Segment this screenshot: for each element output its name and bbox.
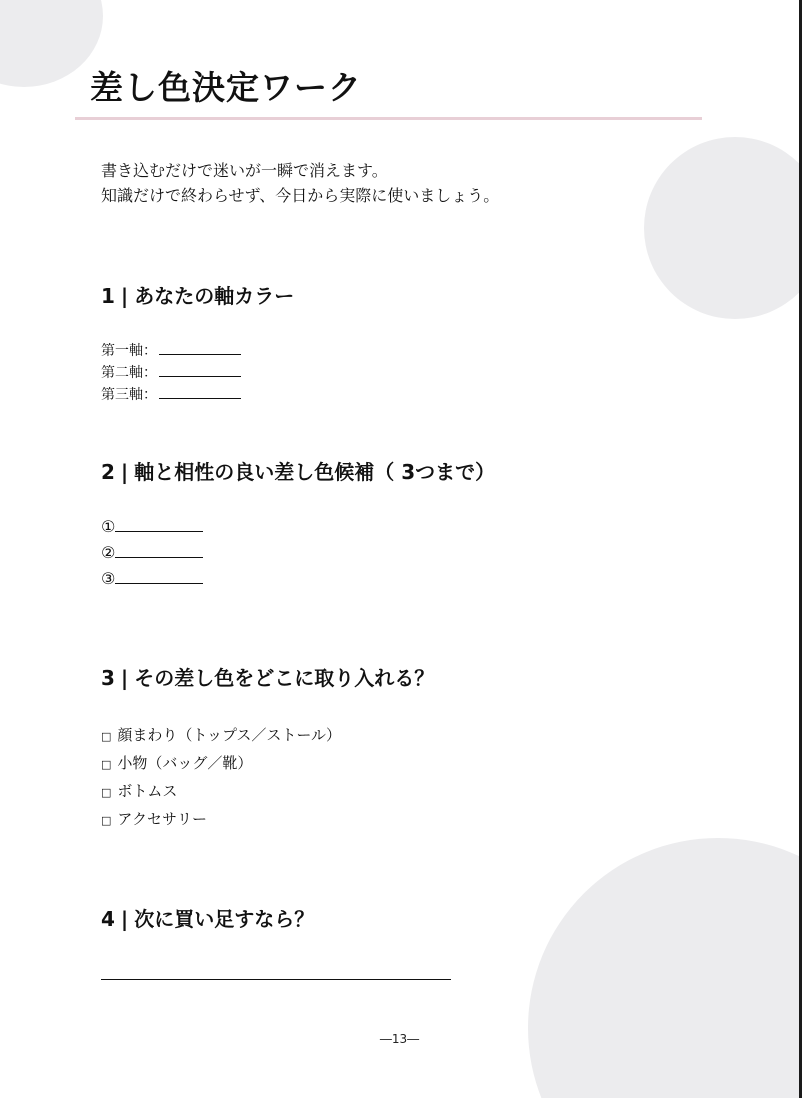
section-number: 2 bbox=[101, 460, 115, 484]
checklist-item[interactable] bbox=[101, 806, 341, 834]
intro-line-1: 書き込むだけで迷いが一瞬で消えます。 bbox=[101, 161, 388, 180]
placement-checklist bbox=[101, 722, 341, 834]
page-title: 差し色決定ワーク bbox=[90, 68, 362, 107]
decorative-circle-top-left bbox=[0, 0, 103, 87]
blank-line[interactable] bbox=[159, 384, 241, 399]
decorative-circle-right bbox=[644, 137, 802, 319]
candidate-field-3[interactable] bbox=[101, 566, 203, 592]
section-separator: | bbox=[120, 460, 129, 484]
next-purchase-answer-line[interactable] bbox=[101, 979, 451, 980]
checklist-label: 顔まわり（トップス／ストール） bbox=[117, 726, 342, 744]
blank-line[interactable] bbox=[115, 517, 203, 532]
page-number: ―13― bbox=[379, 1032, 420, 1046]
section-title: あなたの軸カラー bbox=[134, 284, 295, 308]
section-title: その差し色をどこに取り入れる？ bbox=[134, 666, 435, 690]
checklist-item[interactable] bbox=[101, 750, 341, 778]
field-label: 第三軸： bbox=[101, 387, 157, 403]
checklist-label: アクセサリー bbox=[117, 810, 207, 828]
checklist-item[interactable] bbox=[101, 778, 341, 806]
axis-field-2[interactable] bbox=[101, 362, 241, 384]
axis-color-fields bbox=[101, 340, 241, 406]
blank-line[interactable] bbox=[115, 569, 203, 584]
title-underline bbox=[75, 117, 702, 120]
checkbox-icon[interactable]: □ bbox=[101, 786, 112, 799]
checklist-label: ボトムス bbox=[117, 782, 178, 800]
checkbox-icon[interactable]: □ bbox=[101, 730, 112, 743]
blank-line[interactable] bbox=[159, 362, 241, 377]
section-number: 1 bbox=[101, 284, 115, 308]
axis-field-3[interactable] bbox=[101, 384, 241, 406]
section-3-heading bbox=[101, 662, 434, 691]
candidate-field-2[interactable] bbox=[101, 540, 203, 566]
section-separator: | bbox=[120, 907, 129, 931]
field-label: 第一軸： bbox=[101, 343, 157, 359]
section-title: 軸と相性の良い差し色候補（ 3つまで） bbox=[134, 460, 496, 484]
circled-number: ② bbox=[101, 543, 116, 562]
blank-line[interactable] bbox=[115, 543, 203, 558]
intro-line-2: 知識だけで終わらせず、今日から実際に使いましょう。 bbox=[101, 186, 500, 205]
accent-candidate-fields bbox=[101, 514, 203, 592]
candidate-field-1[interactable] bbox=[101, 514, 203, 540]
section-4-heading bbox=[101, 903, 314, 932]
section-separator: | bbox=[120, 666, 129, 690]
blank-line[interactable] bbox=[159, 340, 241, 355]
circled-number: ③ bbox=[101, 569, 116, 588]
section-separator: | bbox=[120, 284, 129, 308]
section-number: 3 bbox=[101, 666, 115, 690]
section-2-heading bbox=[101, 456, 495, 485]
field-label: 第二軸： bbox=[101, 365, 157, 381]
section-title: 次に買い足すなら？ bbox=[134, 907, 315, 931]
decorative-circle-bottom-right bbox=[528, 838, 802, 1098]
checklist-label: 小物（バッグ／靴） bbox=[117, 754, 253, 772]
axis-field-1[interactable] bbox=[101, 340, 241, 362]
section-1-heading bbox=[101, 280, 294, 309]
checkbox-icon[interactable]: □ bbox=[101, 814, 112, 827]
circled-number: ① bbox=[101, 517, 116, 536]
checkbox-icon[interactable]: □ bbox=[101, 758, 112, 771]
section-number: 4 bbox=[101, 907, 115, 931]
intro-text bbox=[101, 158, 499, 208]
checklist-item[interactable] bbox=[101, 722, 341, 750]
